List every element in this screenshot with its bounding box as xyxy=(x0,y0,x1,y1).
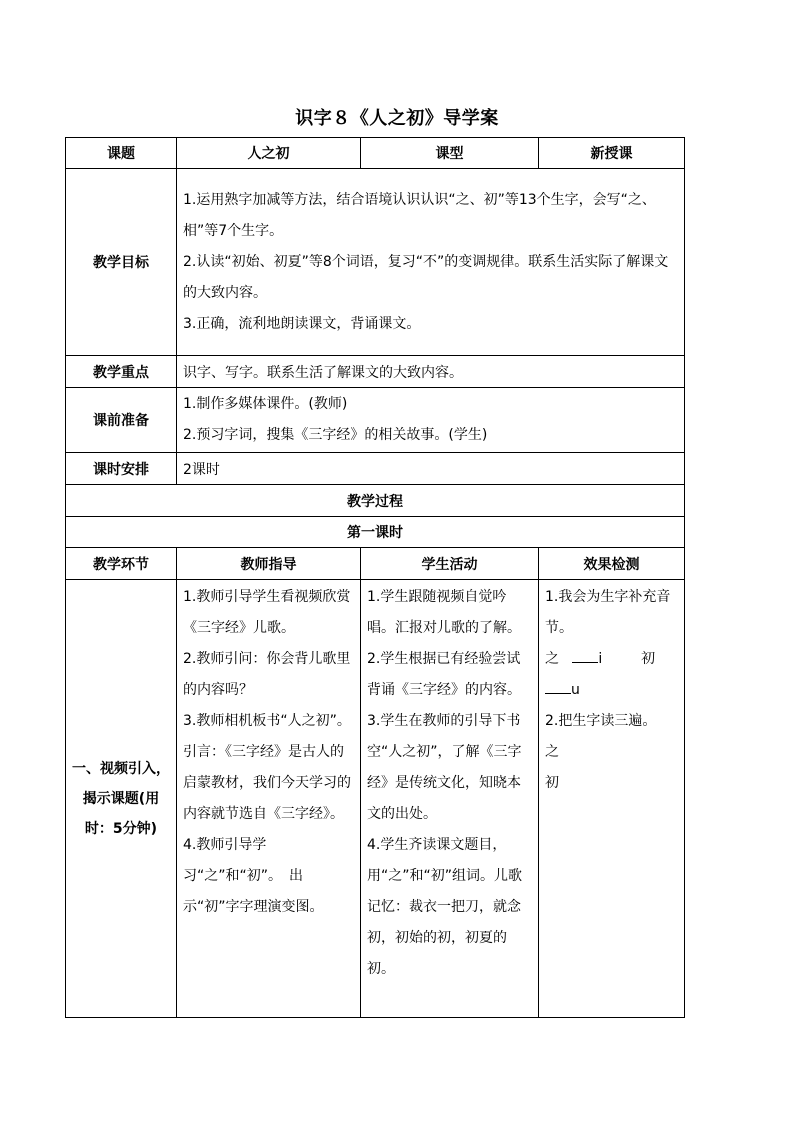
column-header-student: 学生活动 xyxy=(361,548,539,580)
student-step-3: 3.学生在教师的引导下书空“人之初”，了解《三字经》是传统文化，知晓本文的出处。 xyxy=(367,713,522,822)
type-value: 新授课 xyxy=(539,138,685,169)
pinyin-final-u: u xyxy=(571,682,580,698)
teacher-step-3: 3.教师相机板书“人之初”。引言：《三字经》是古人的启蒙教材，我们今天学习的内容就节选自《三字经》。 xyxy=(183,713,351,822)
stage1-teacher xyxy=(177,580,361,1018)
prep-item-2: 2.预习字词，搜集《三字经》的相关故事。(学生) xyxy=(183,427,488,443)
goal-item-2: 2.认读“初始、初夏”等8个词语，复习“不”的变调规律。联系生活实际了解课文的大致内容。 xyxy=(183,253,669,301)
topic-row xyxy=(66,138,685,169)
hours-row xyxy=(66,453,685,485)
lesson-title: 第一课时 xyxy=(66,517,685,548)
pinyin-blank-1[interactable] xyxy=(572,648,598,663)
pinyin-exercise-line xyxy=(545,644,678,675)
goals-label: 教学目标 xyxy=(66,169,177,356)
process-title: 教学过程 xyxy=(66,485,685,517)
pinyin-final-i: i xyxy=(598,651,603,667)
hours-label: 课时安排 xyxy=(66,453,177,485)
focus-label: 教学重点 xyxy=(66,356,177,388)
prep-content xyxy=(177,388,685,453)
prep-row xyxy=(66,388,685,453)
goals-content xyxy=(177,169,685,356)
type-label: 课型 xyxy=(361,138,539,169)
student-step-1: 1.学生跟随视频自觉吟唱。汇报对儿歌的了解。 xyxy=(367,589,521,636)
char-chu: 初 xyxy=(641,651,656,667)
goal-item-3: 3.正确，流利地朗读课文，背诵课文。 xyxy=(183,315,421,332)
column-header-check: 效果检测 xyxy=(539,548,685,580)
pinyin-blank-2[interactable] xyxy=(545,679,571,694)
topic-label: 课题 xyxy=(66,138,177,169)
student-step-4: 4.学生齐读课文题目，用“之”和“初”组词。儿歌记忆：裁衣一把刀，就念初，初始的初，初夏的初。 xyxy=(367,837,523,977)
page-title: 识字８《人之初》导学案 xyxy=(295,108,499,129)
teacher-step-4: 4.教师引导学习“之”和“初”。 出示“初”字字理演变图。 xyxy=(183,837,324,915)
char-zhi: 之 xyxy=(545,651,559,667)
lesson-title-row xyxy=(66,517,685,548)
goals-row xyxy=(66,169,685,356)
read-char-1: 之 xyxy=(545,744,559,760)
stage1-check xyxy=(539,580,685,1018)
check-item-1: 1.我会为生字补充音节。 xyxy=(545,589,671,636)
check-item-2: 2.把生字读三遍。 xyxy=(545,713,657,729)
column-header-teacher: 教师指导 xyxy=(177,548,361,580)
lesson-plan-table xyxy=(65,137,685,1018)
stage1-name: 一、视频引入，揭示课题(用时：5分钟) xyxy=(66,580,177,1018)
pinyin-exercise-line-2 xyxy=(545,675,678,706)
prep-item-1: 1.制作多媒体课件。(教师) xyxy=(183,396,348,412)
topic-value: 人之初 xyxy=(177,138,361,169)
column-header-stage: 教学环节 xyxy=(66,548,177,580)
focus-row xyxy=(66,356,685,388)
student-step-2: 2.学生根据已有经验尝试背诵《三字经》的内容。 xyxy=(367,651,521,698)
hours-text: 2课时 xyxy=(177,453,685,485)
teacher-step-1: 1.教师引导学生看视频欣赏《三字经》儿歌。 xyxy=(183,589,351,636)
stage1-student xyxy=(361,580,539,1018)
column-header-row xyxy=(66,548,685,580)
process-title-row xyxy=(66,485,685,517)
teacher-step-2: 2.教师引问：你会背儿歌里的内容吗？ xyxy=(183,651,351,698)
stage1-row xyxy=(66,580,685,1018)
prep-label: 课前准备 xyxy=(66,388,177,453)
focus-text: 识字、写字。联系生活了解课文的大致内容。 xyxy=(177,356,685,388)
read-char-2: 初 xyxy=(545,775,559,791)
goal-item-1: 1.运用熟字加减等方法，结合语境认识认识“之、初”等13个生字，会写“之、相”等7个生字。 xyxy=(183,191,656,239)
